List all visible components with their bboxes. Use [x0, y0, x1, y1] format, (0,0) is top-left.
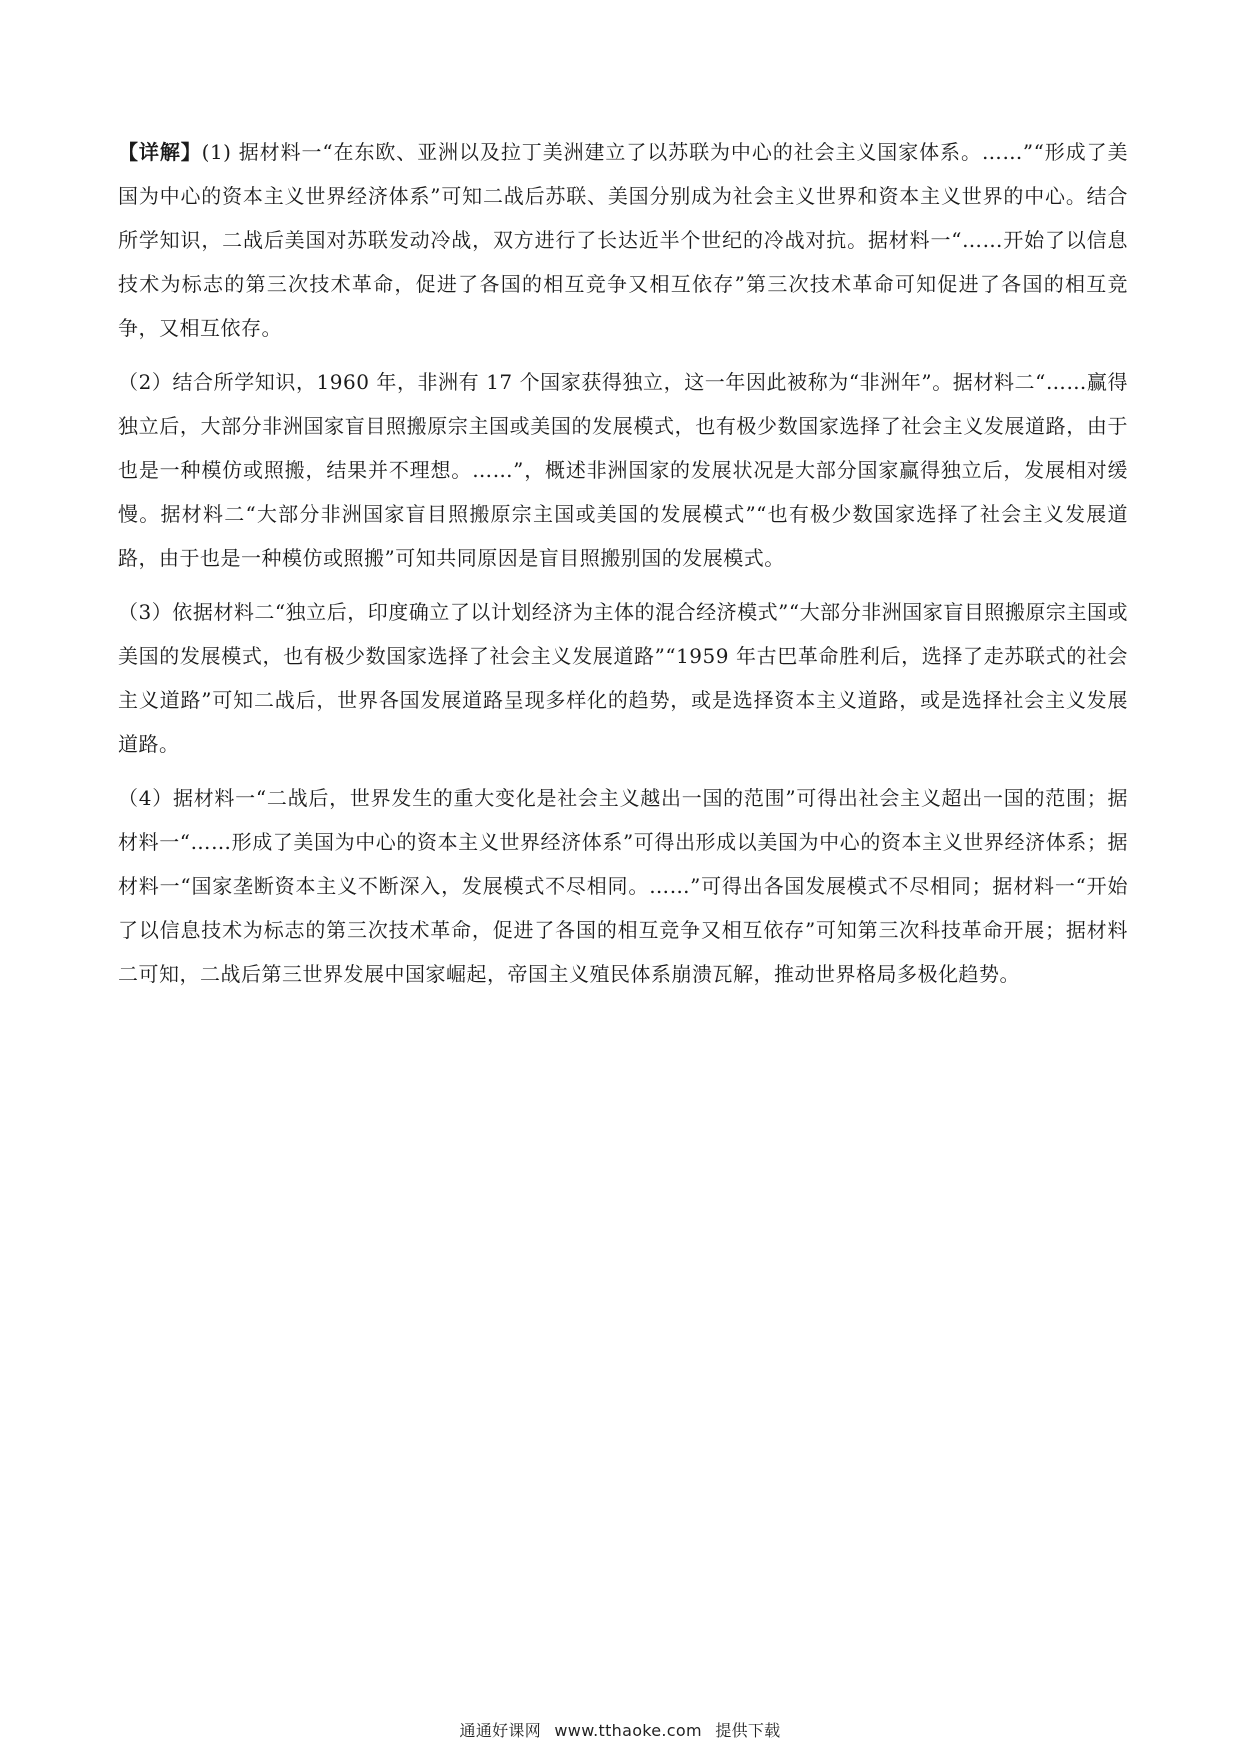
- footer-url[interactable]: www.tthaoke.com: [554, 1721, 702, 1740]
- page-footer: [0, 1718, 1240, 1741]
- paragraph-2: （2）结合所学知识，1960 年，非洲有 17 个国家获得独立，这一年因此被称为“非洲年”。据材料二“……赢得独立后，大部分非洲国家盲目照搬原宗主国或美国的发展模式，也有极少数国家选择了社会主义发展道路，由于也是一种模仿或照搬，结果并不理想。……”，概述非洲国家的发展状况是大部分国家赢得独立后，发展相对缓慢。据材料二“大部分非洲国家盲目照搬原宗主国或美国的发展模式”“也有极少数国家选择了社会主义发展道路，由于也是一种模仿或照搬”可知共同原因是盲目照搬别国的发展模式。: [118, 370, 1128, 570]
- paragraph-1: [118, 130, 1128, 350]
- answer-explanation: [118, 130, 1128, 1006]
- paragraph-3: （3）依据材料二“独立后，印度确立了以计划经济为主体的混合经济模式”“大部分非洲国家盲目照搬原宗主国或美国的发展模式，也有极少数国家选择了社会主义发展道路”“1959 年古巴革命胜利后，选择了走苏联式的社会主义道路”可知二战后，世界各国发展道路呈现多样化的趋势，或是选择资本主义道路，或是选择社会主义发展道路。: [118, 600, 1128, 756]
- paragraph-1-text: (1) 据材料一“在东欧、亚洲以及拉丁美洲建立了以苏联为中心的社会主义国家体系。……”“形成了美国为中心的资本主义世界经济体系”可知二战后苏联、美国分别成为社会主义世界和资本主义世界的中心。结合所学知识，二战后美国对苏联发动冷战，双方进行了长达近半个世纪的冷战对抗。据材料一“……开始了以信息技术为标志的第三次技术革命，促进了各国的相互竞争又相互依存”第三次技术革命可知促进了各国的相互竞争，又相互依存。: [118, 140, 1128, 340]
- footer-site-name: 通通好课网: [459, 1721, 542, 1740]
- footer-suffix: 提供下载: [715, 1721, 781, 1740]
- explanation-lead-label: 【详解】: [118, 140, 202, 164]
- paragraph-4: （4）据材料一“二战后，世界发生的重大变化是社会主义越出一国的范围”可得出社会主义超出一国的范围；据材料一“……形成了美国为中心的资本主义世界经济体系”可得出形成以美国为中心的资本主义世界经济体系；据材料一“国家垄断资本主义不断深入，发展模式不尽相同。……”可得出各国发展模式不尽相同；据材料一“开始了以信息技术为标志的第三次技术革命，促进了各国的相互竞争又相互依存”可知第三次科技革命开展；据材料二可知，二战后第三世界发展中国家崛起，帝国主义殖民体系崩溃瓦解，推动世界格局多极化趋势。: [118, 786, 1128, 986]
